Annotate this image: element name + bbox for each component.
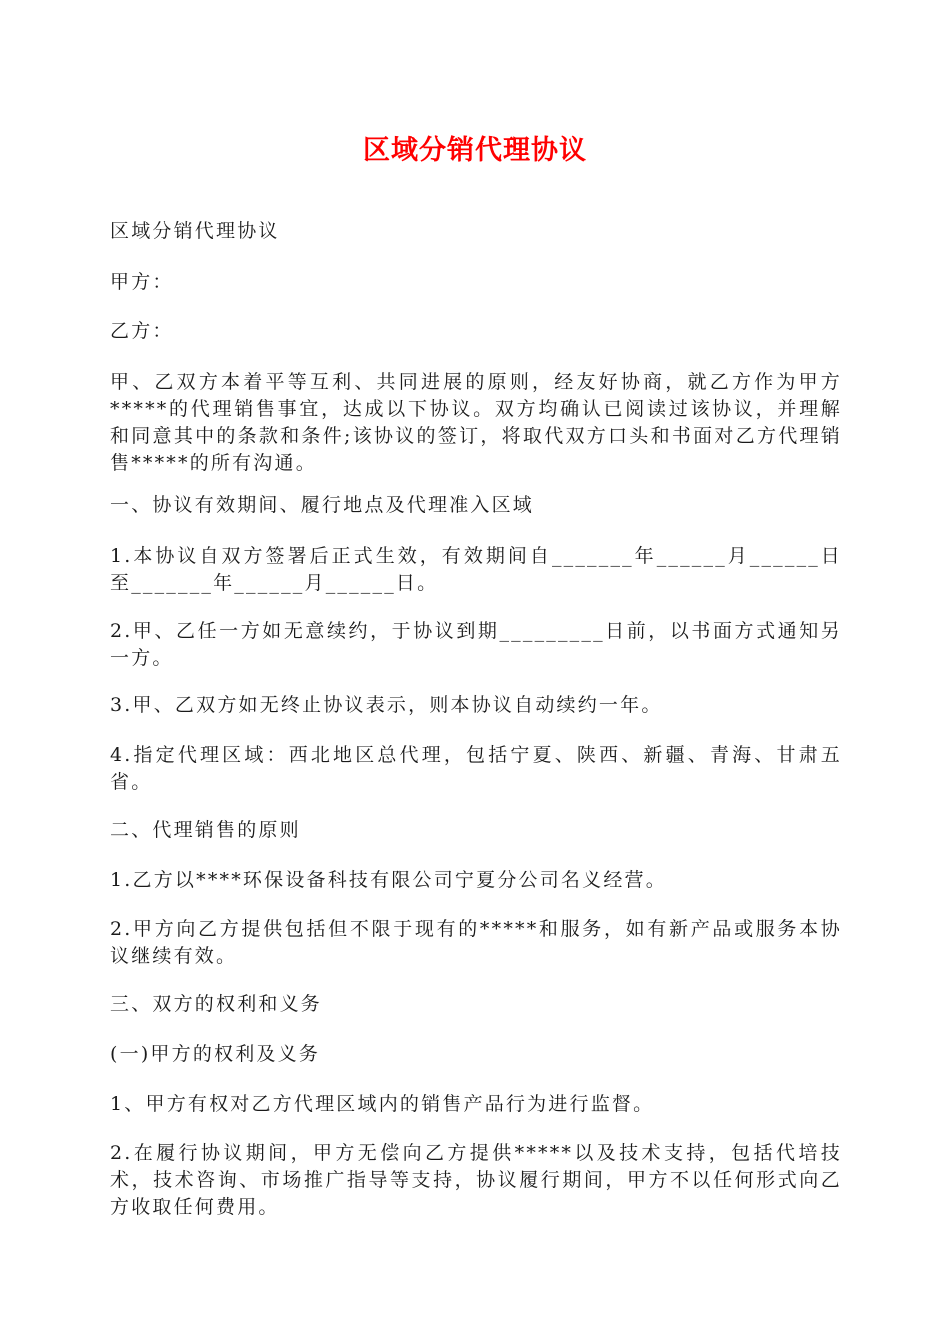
document-title: 区域分销代理协议 [363,135,587,166]
clause-2-1: 1.乙方以****环保设备科技有限公司宁夏分公司名义经营。 [110,869,667,891]
clause-1-4: 4.指定代理区域：西北地区总代理，包括宁夏、陕西、新疆、青海、甘肃五省。 [110,744,842,793]
clause-2-2: 2.甲方向乙方提供包括但不限于现有的*****和服务，如有新产品或服务本协议继续有效。 [110,918,842,967]
clause-1-1: 1.本协议自双方签署后正式生效，有效期间自_______年______月______日至_______年______月______日。 [110,545,842,594]
section-heading-3: 三、双方的权利和义务 [110,993,323,1015]
section-heading-1: 一、协议有效期间、履行地点及代理准入区域 [110,494,535,516]
paragraph-party-a: 甲方： [110,271,174,293]
clause-1-3: 3.甲、乙双方如无终止协议表示，则本协议自动续约一年。 [110,694,663,716]
paragraph-preamble: 甲、乙双方本着平等互利、共同进展的原则，经友好协商，就乙方作为甲方*****的代理销售事宜，达成以下协议。双方均确认已阅读过该协议，并理解和同意其中的条款和条件;该协议的签订，将取代双方口头和书面对乙方代理销售*****的所有沟通。 [110,371,842,474]
clause-1-2: 2.甲、乙任一方如无意续约，于协议到期_________日前，以书面方式通知另一方。 [110,620,842,669]
subsection-heading-3-1: (一)甲方的权利及义务 [110,1043,321,1065]
clause-3-1-2: 2.在履行协议期间，甲方无偿向乙方提供*****以及技术支持，包括代培技术，技术咨询、市场推广指导等支持，协议履行期间，甲方不以任何形式向乙方收取任何费用。 [110,1142,842,1218]
paragraph-party-b: 乙方： [110,320,174,342]
section-heading-2: 二、代理销售的原则 [110,819,301,841]
clause-3-1-1: 1、甲方有权对乙方代理区域内的销售产品行为进行监督。 [110,1093,655,1115]
paragraph-doc-name: 区域分销代理协议 [110,220,280,242]
